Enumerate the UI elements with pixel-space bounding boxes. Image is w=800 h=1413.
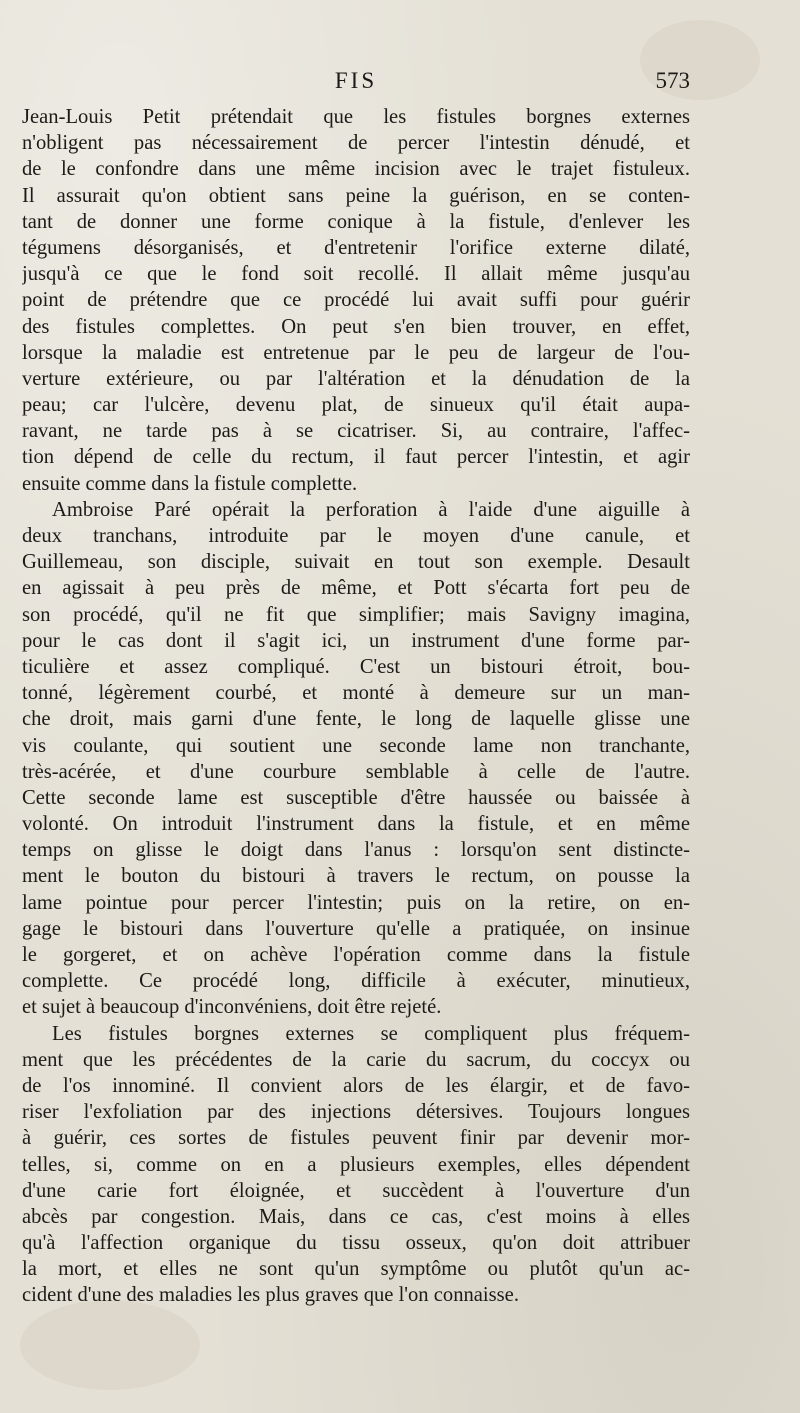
paper-stain	[20, 1300, 200, 1390]
paragraph-end-line: cident d'une des maladies les plus graves que l'on connaisse.	[22, 1284, 519, 1307]
text-line: verture extérieure, ou par l'altération et la dénudation de la	[22, 367, 690, 390]
text-line: jusqu'à ce que le fond soit recollé. Il allait même jusqu'au	[22, 263, 690, 286]
text-line: vis coulante, qui soutient une seconde lame non tranchante,	[22, 734, 690, 757]
running-head: FIS	[334, 68, 378, 93]
text-line: la mort, et elles ne sont qu'un symptôme ou plutôt qu'un ac-	[22, 1258, 690, 1281]
text-line: abcès par congestion. Mais, dans ce cas, c'est moins à elles	[22, 1205, 690, 1228]
text-line: tion dépend de celle du rectum, il faut percer l'intestin, et agir	[22, 446, 690, 469]
text-line: tant de donner une forme conique à la fistule, d'enlever les	[22, 210, 690, 233]
text-line: ment que les précédentes de la carie du sacrum, du coccyx ou	[22, 1048, 690, 1071]
text-line: point de prétendre que ce procédé lui avait suffi pour guérir	[22, 289, 690, 312]
text-line: à guérir, ces sortes de fistules peuvent finir par devenir mor-	[22, 1127, 690, 1150]
text-line: Jean-Louis Petit prétendait que les fistules borgnes externes	[22, 106, 690, 128]
text-line: peau; car l'ulcère, devenu plat, de sinueux qu'il était aupa-	[22, 394, 690, 417]
text-line: deux tranchans, introduite par le moyen d'une canule, et	[22, 525, 690, 547]
text-line: ravant, ne tarde pas à se cicatriser. Si, au contraire, l'affec-	[22, 420, 690, 443]
text-line: de le confondre dans une même incision avec le trajet fistuleux.	[22, 158, 690, 181]
text-line: le gorgeret, et on achève l'opération comme dans la fistule	[22, 944, 690, 966]
page-number: 573	[655, 68, 690, 93]
paragraph-start-line: Les fistules borgnes externes se compliquent plus fréquem-	[52, 1022, 690, 1045]
text-line: ticulière et assez compliqué. C'est un bistouri étroit, bou-	[22, 655, 690, 678]
text-line: son procédé, qu'il ne fit que simplifier; mais Savigny imagina,	[22, 603, 690, 626]
text-line: lorsque la maladie est entretenue par le peu de largeur de l'ou-	[22, 341, 690, 364]
text-line: n'obligent pas nécessairement de percer l'intestin dénudé, et	[22, 132, 690, 155]
paragraph-end-line: et sujet à beaucoup d'inconvéniens, doit être rejeté.	[22, 996, 442, 1019]
text-line: tégumens désorganisés, et d'entretenir l'orifice externe dilaté,	[22, 236, 690, 259]
text-line: lame pointue pour percer l'intestin; puis on la retire, on en-	[22, 891, 690, 914]
page-header	[22, 68, 690, 98]
text-line: qu'à l'affection organique du tissu osseux, qu'on doit attribuer	[22, 1232, 690, 1255]
text-line: Cette seconde lame est susceptible d'être haussée ou baissée à	[22, 786, 690, 809]
text-line: des fistules complettes. On peut s'en bien trouver, en effet,	[22, 315, 690, 338]
text-line: temps on glisse le doigt dans l'anus : lorsqu'on sent distincte-	[22, 839, 690, 862]
text-line: pour le cas dont il s'agit ici, un instrument d'une forme par-	[22, 629, 690, 652]
text-line: d'une carie fort éloignée, et succèdent à l'ouverture d'un	[22, 1179, 690, 1202]
text-line: gage le bistouri dans l'ouverture qu'elle a pratiquée, on insinue	[22, 917, 690, 940]
text-line: che droit, mais garni d'une fente, le long de laquelle glisse une	[22, 708, 690, 731]
text-line: Guillemeau, son disciple, suivait en tout son exemple. Desault	[22, 551, 690, 574]
text-line: en agissait à peu près de même, et Pott s'écarta fort peu de	[22, 577, 690, 600]
text-line: de l'os innominé. Il convient alors de les élargir, et de favo-	[22, 1074, 690, 1097]
text-line: riser l'exfoliation par des injections détersives. Toujours longues	[22, 1101, 690, 1124]
text-line: volonté. On introduit l'instrument dans la fistule, et en même	[22, 813, 690, 836]
text-line: telles, si, comme on en a plusieurs exemples, elles dépendent	[22, 1153, 690, 1176]
paragraph-start-line: Ambroise Paré opérait la perforation à l'aide d'une aiguille à	[52, 498, 690, 521]
body-text	[22, 104, 690, 1309]
text-line: Il assurait qu'on obtient sans peine la guérison, en se conten-	[22, 184, 690, 207]
text-line: tonné, légèrement courbé, et monté à demeure sur un man-	[22, 682, 690, 705]
text-line: complette. Ce procédé long, difficile à exécuter, minutieux,	[22, 970, 690, 993]
text-line: très-acérée, et d'une courbure semblable à celle de l'autre.	[22, 760, 690, 783]
text-line: ment le bouton du bistouri à travers le rectum, on pousse la	[22, 865, 690, 888]
paragraph-end-line: ensuite comme dans la fistule complette.	[22, 472, 358, 495]
